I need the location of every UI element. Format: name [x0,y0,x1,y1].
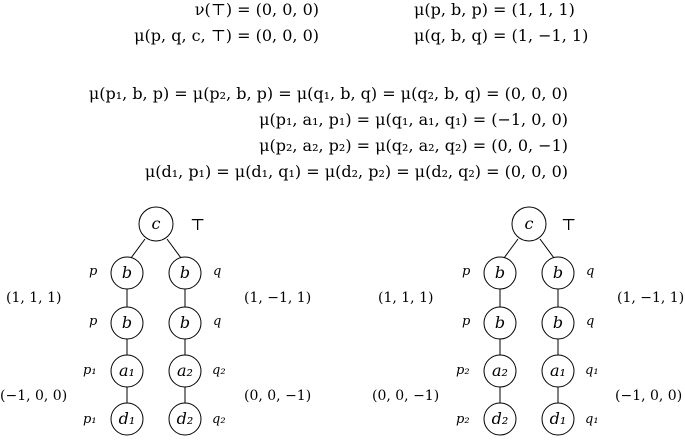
tree2-right-value-2: (−1, 0, 0) [615,388,683,404]
tree2-right-value-1: (1, −1, 1) [617,290,685,306]
tree2-left-label-4: d₂ [491,409,509,428]
tree1-right-label-4: d₂ [176,409,194,428]
tree2-right-edge-4: q₁ [585,412,599,427]
tree2-right-edge-3: q₁ [585,363,599,378]
tree1-right-label-1: b [179,263,191,282]
tree1-top-symbol: ⊤ [190,215,206,234]
tree1-right-edge-3: q₂ [212,363,226,378]
tree1-left-value-1: (1, 1, 1) [6,290,62,306]
equation-mu-pbp: μ(p, b, p) = (1, 1, 1) [414,0,575,19]
tree2-right-label-1: b [552,263,564,282]
tree1-left-edge-4: p₁ [83,412,97,427]
tree2-left-label-1: b [494,263,506,282]
tree2-left-edge-3: p₂ [456,363,470,378]
tree1-left-label-4: d₁ [118,409,136,428]
tree2-right-label-2: b [552,313,564,332]
tree2-right-edge-2: q [586,314,595,329]
tree2-left-value-1: (1, 1, 1) [378,290,434,306]
tree2-left-label-3: a₂ [492,361,508,380]
tree1-right-label-2: b [179,313,191,332]
tree1-left-label-3: a₁ [119,361,135,380]
tree1-left-edge-1: p [89,264,98,279]
tree2-left-value-2: (0, 0, −1) [372,388,440,404]
tree1-right-edge-4: q₂ [212,412,226,427]
tree2-left-edge-1: p [462,264,471,279]
tree2-left-edge-4: p₂ [456,412,470,427]
tree1-left-edge-2: p [89,314,98,329]
tree2-right-label-4: d₁ [549,409,567,428]
tree2-left-label-2: b [494,313,506,332]
tree1-right-value-1: (1, −1, 1) [244,290,312,306]
tree1-right-value-2: (0, 0, −1) [244,388,312,404]
equation-block-3: μ(p₂, a₂, p₂) = μ(q₂, a₂, q₂) = (0, 0, −1) [259,136,568,155]
equation-mu-qbq: μ(q, b, q) = (1, −1, 1) [414,26,589,45]
tree1-left-label-2: b [121,313,133,332]
tree2-right-label-3: a₁ [550,361,566,380]
tree1-left-label-1: b [121,263,133,282]
tree1-root-label: c [151,214,161,233]
tree1-left-value-2: (−1, 0, 0) [0,388,68,404]
equation-nu-top: ν(⊤) = (0, 0, 0) [194,0,319,19]
tree1-right-edge-1: q [213,264,222,279]
tree2-root-label: c [524,214,534,233]
tree1-right-label-3: a₂ [177,361,193,380]
tree1-left-edge-3: p₁ [83,363,97,378]
tree2-top-symbol: ⊤ [561,215,577,234]
equation-block-2: μ(p₁, a₁, p₁) = μ(q₁, a₁, q₁) = (−1, 0, 0) [259,110,568,129]
tree1-right-edge-2: q [213,314,222,329]
tree2-left-edge-2: p [462,314,471,329]
equation-block-4: μ(d₁, p₁) = μ(d₁, q₁) = μ(d₂, p₂) = μ(d₂, q₂) = (0, 0, 0) [144,162,568,181]
equation-mu-pqc-top: μ(p, q, c, ⊤) = (0, 0, 0) [134,26,319,45]
equation-block-1: μ(p₁, b, p) = μ(p₂, b, p) = μ(q₁, b, q) = μ(q₂, b, q) = (0, 0, 0) [88,84,568,103]
tree2-right-edge-1: q [586,264,595,279]
